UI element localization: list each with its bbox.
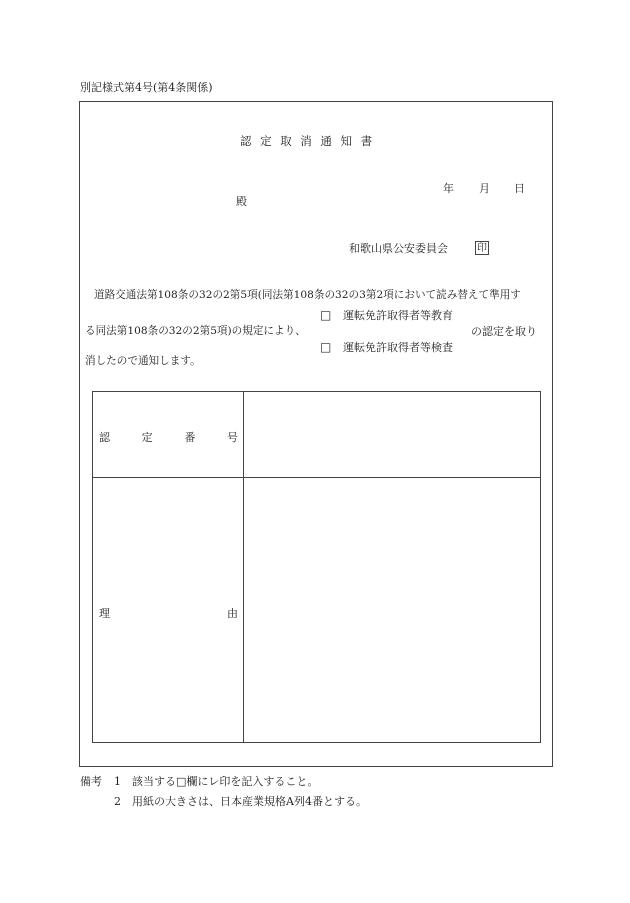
table-row-divider — [93, 477, 540, 478]
certification-number-value[interactable] — [245, 392, 539, 476]
body-line-3: 消したので通知します。 — [85, 355, 201, 367]
option-label-education: 運転免許取得者等教育 — [343, 309, 453, 322]
body-line-2-right: の認定を取り — [471, 325, 537, 338]
body-line-2-left: る同法第108条の32の2第5項)の規定により、 — [85, 325, 306, 337]
label-char: 番 — [184, 431, 196, 444]
body-line-1: 道路交通法第108条の32の2第5項(同法第108条の32の3第2項において読み替えて準用す — [94, 289, 521, 301]
note-text: 用紙の大きさは、日本産業規格A列4番とする。 — [132, 795, 367, 808]
label-char: 号 — [226, 431, 238, 444]
notice-table — [92, 391, 541, 743]
label-char: 由 — [227, 607, 238, 620]
notes-prefix: 備考 — [80, 775, 102, 788]
note-number: 1 — [114, 775, 121, 788]
option-checkbox-inspection[interactable]: □ — [320, 340, 332, 354]
date-month-label: 月 — [479, 182, 490, 195]
seal-mark: 印 — [477, 243, 487, 254]
note-number: 2 — [114, 795, 121, 808]
option-checkbox-education[interactable]: □ — [320, 308, 332, 322]
option-label-inspection: 運転免許取得者等検査 — [343, 341, 453, 354]
date-day-label: 日 — [514, 182, 525, 195]
issuer-name: 和歌山県公安委員会 — [349, 242, 448, 255]
label-certification-number — [99, 429, 238, 445]
note-text: 該当する□欄にレ印を記入すること。 — [132, 775, 319, 788]
date-year-label: 年 — [443, 182, 454, 195]
table-column-divider — [243, 392, 244, 742]
document-title: 認定取消通知書 — [240, 134, 381, 148]
form-label: 別記様式第4号(第4条関係) — [80, 81, 213, 94]
addressee-suffix: 殿 — [236, 195, 247, 208]
label-char: 理 — [99, 607, 110, 620]
label-char: 定 — [141, 431, 153, 444]
reason-value[interactable] — [245, 479, 539, 741]
label-char: 認 — [99, 431, 110, 444]
label-reason — [99, 605, 238, 621]
